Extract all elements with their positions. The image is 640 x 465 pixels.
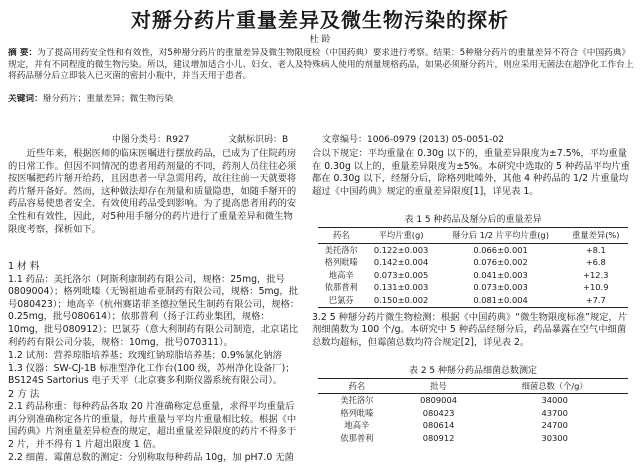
table-row xyxy=(318,243,628,256)
table2-header: 批号 xyxy=(396,378,482,394)
table-cell: 地高辛 xyxy=(344,420,370,431)
materials-instruments: 1.3 仪器：SW-CJ-1B 标准型净化工作台(100 级，苏州净化设备厂)；BS124S Sartorius 电子天平（北京赛多利斯仪器系统有限公司）。 xyxy=(8,362,295,387)
table-cell: 地高辛 xyxy=(328,269,354,280)
table-row xyxy=(318,269,628,282)
abstract-label: 摘 要： xyxy=(8,48,38,58)
article-meta xyxy=(8,134,634,146)
table-cell: 0.142±0.004 xyxy=(373,257,429,268)
table2-header: 细菌总数（个/g） xyxy=(481,378,628,394)
table-cell: 0.066±0.001 xyxy=(473,244,528,255)
section-materials-heading: 1 材 料 xyxy=(8,261,40,272)
table-cell: +10.9 xyxy=(583,282,609,293)
table2 xyxy=(318,378,628,445)
table-cell: 0.122±0.003 xyxy=(373,244,429,255)
article-title: 对掰分药片重量差异及微生物污染的探析 xyxy=(131,8,509,32)
abstract xyxy=(8,48,634,106)
table-cell: 0.041±0.003 xyxy=(473,269,528,280)
table-cell: 美托洛尔 xyxy=(324,244,358,255)
result-microbe-paragraph: 3.2 5 种掰分药片微生物检测：根据《中国药典》“微生物限度标准”规定，片剂细菌数为 100 个/g。本研究中 5 种药品经掰分后，药品暴露在空气中细菌总数均超标，但霉菌总数均符合规定[2]，详见表 2。 xyxy=(312,311,628,348)
methods-bacteria: 2.2 细菌、霉菌总数的测定：分别称取每种药品 10g，加 pH7.0 无菌 xyxy=(8,452,294,464)
table-cell: 0.076±0.002 xyxy=(473,257,528,268)
table-cell: 格列吡嗪 xyxy=(340,407,374,418)
table-cell: 美托洛尔 xyxy=(340,395,374,406)
table-cell: 依那普利 xyxy=(324,282,358,293)
table-row xyxy=(318,294,628,307)
table2-header: 药名 xyxy=(318,378,396,394)
table-cell: 0.081±0.004 xyxy=(438,294,564,307)
table-cell: 0809004 xyxy=(420,395,458,406)
section-methods-heading: 2 方 法 xyxy=(8,388,40,400)
table2-caption: 表 2 5 种掰分药品细菌总数测定 xyxy=(408,365,538,376)
table1-header: 药名 xyxy=(318,228,365,244)
table-cell: 0.150±0.002 xyxy=(365,294,438,307)
table-row xyxy=(318,256,628,269)
table-cell: 080423 xyxy=(422,407,455,418)
table-cell: 30300 xyxy=(541,432,568,443)
table-cell: +8.1 xyxy=(585,244,606,255)
table1-header: 掰分后 1/2 片平均片重(g) xyxy=(438,228,564,244)
table-cell: +6.8 xyxy=(585,257,606,268)
table-cell: 24700 xyxy=(541,420,568,431)
table-cell: +7.7 xyxy=(564,294,628,307)
document-code: 文献标识码：B xyxy=(228,135,289,145)
keywords-label: 关键词： xyxy=(8,94,43,104)
right-column xyxy=(312,148,634,445)
table-cell: 0.073±0.003 xyxy=(473,282,528,293)
table1-header: 重量差异(%) xyxy=(564,228,628,244)
table-cell: 34000 xyxy=(541,395,568,406)
methods-weighing: 2.1 药品称重：每种药品各取 20 片准确称定总重量，求得平均重量后再分别准确称定各片的重量，每片重量与平均片重量相比较。根据《中国药典》片剂重量差异检查的规定，超出重量差异限度的药片不得多于 2 片，并不得有 1 片超出限度 1 倍。 xyxy=(8,401,297,450)
abstract-text: 为了提高用药安全性和有效性，对5种掰分药片的重量差异及微生物限度检（中国药典）要求进行考察。结果：5种掰分药片的重量差异不符合《中国药典》规定，并有不同程度的微生物污染。所以，建议增加适合小儿、妇女、老人及特殊病人使用的剂量规格药品，如果必须掰分药片，则应采用无菌法在超净化工作台上将药品掰分后立即装入已灭菌的密封小瓶中，并当天用于患者。 xyxy=(8,48,634,81)
article-number: 文章编号：1006-0979 (2013) 05-0051-02 xyxy=(322,135,505,145)
keywords-text: 掰分药片；重量差异；微生物污染 xyxy=(42,94,174,104)
table-cell: 依那普利 xyxy=(340,432,374,443)
intro-paragraph: 近些年来，根据医师的临床医嘱进行摆放药品，已成为了住院药房的日常工作。但因不同情况的患者用药剂量的不同，药剂人员往往必须按医嘱把药片掰开给药，且因患者一早急需用药，故往往前一天就要将药片掰开备好。然而，这种做法却存在剂量和质量隐患，如随手掰开的药品容易使患者安全、有效使用药品受到影响。为了提高患者用药的安全性和有效性，因此，对5种用手掰分的药片进行了重量差异和微生物限度考察，探析如下。 xyxy=(8,148,297,235)
table-cell: 格列吡嗪 xyxy=(324,257,358,268)
left-column xyxy=(8,148,300,465)
table1 xyxy=(318,227,628,308)
table-cell: 080614 xyxy=(422,420,455,431)
table-cell: 0.073±0.005 xyxy=(373,269,429,280)
table-cell: 43700 xyxy=(541,407,568,418)
table1-caption: 表 1 5 种药品及掰分后的重量差异 xyxy=(404,215,542,225)
table-row xyxy=(318,394,628,407)
keywords xyxy=(8,94,634,106)
table-cell: +12.3 xyxy=(583,269,609,280)
author: 杜 龄 xyxy=(309,35,331,45)
clc-number: 中图分类号：R927 xyxy=(112,135,190,145)
materials-reagents: 1.2 试剂：营养琼脂培养基；玫瑰红钠琼脂培养基；0.9%氯化钠溶 xyxy=(8,349,282,361)
table-row xyxy=(318,281,628,294)
table-row xyxy=(318,419,628,432)
abstract-paragraph xyxy=(8,48,634,94)
table-row xyxy=(318,432,628,445)
table-cell: 080912 xyxy=(422,432,455,443)
table-cell: 0.131±0.003 xyxy=(373,282,429,293)
table1-header: 平均片重(g) xyxy=(365,228,438,244)
table-row xyxy=(318,407,628,420)
table-cell: 巴氯芬 xyxy=(318,294,365,307)
result-weight-paragraph: 合以下规定：平均重量在 0.30g 以下的，重量差异限度为±7.5%，平均重量在 0.30g 以上的，重量差异限度为±5%。本研究中选取的 5 种药品平均片重都在 0.30g 以下，经掰分后，除格列吡嗪外，其他 4 种药品的 1/2 片重量均超过《中国药典》规定的重量差异限度[1]，详见表 1。 xyxy=(312,148,630,197)
materials-drugs: 1.1 药品：美托洛尔（阿斯利康制药有限公司，规格：25mg，批号0809004）；格列吡嗪（无锡祖迪希亚制药有限公司，规格：5mg，批号080423）；地高辛（杭州赛诺菲圣德拉堡民生制药有限公司，规格：0.25mg，批号080614）；依那普利（扬子江药业集团，规格：10mg，批号080912）；巴氯芬（意大利制药有限公司制造，北京诺比利药药有限公司分装，规格：10mg，批号070311）。 xyxy=(8,273,300,348)
